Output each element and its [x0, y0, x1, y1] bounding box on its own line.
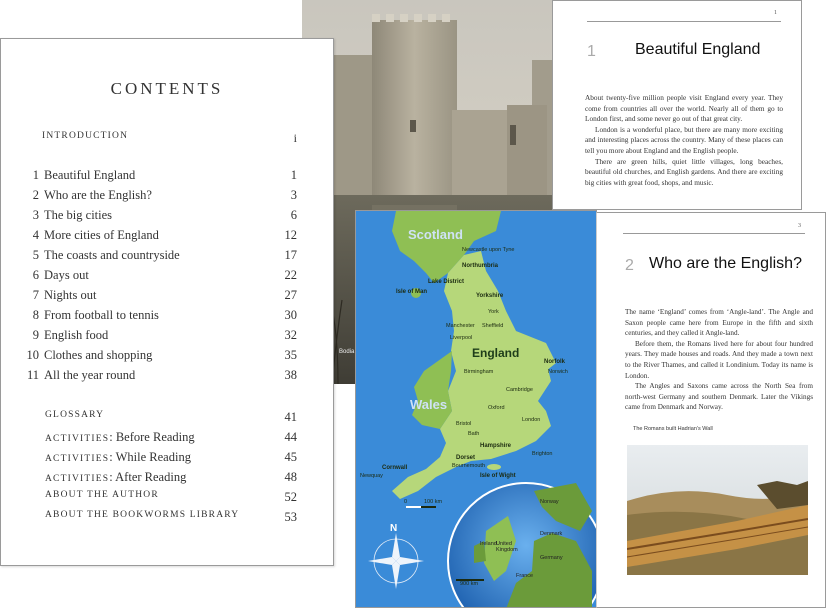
toc-chapter-number: 10 [26, 348, 39, 362]
map-label-norfolk: Norfolk [544, 359, 565, 365]
map-label-united-kingdom: United Kingdom [496, 541, 518, 553]
toc-chapter-number: 1 [32, 168, 39, 182]
toc-chapter-number: 4 [32, 228, 39, 242]
map-label-manchester: Manchester [446, 323, 475, 329]
toc-back-matter-item[interactable] [25, 510, 297, 528]
map-label-scotland: Scotland [408, 227, 463, 242]
map-label-brighton: Brighton [532, 451, 553, 457]
toc-chapter-number: 2 [32, 188, 39, 202]
chapter-title: Beautiful England [635, 41, 761, 58]
map-label-hampshire: Hampshire [480, 443, 512, 449]
toc-back-label [45, 410, 104, 420]
toc-chapter-page: 30 [284, 308, 297, 322]
map-label-lake-district: Lake District [428, 279, 465, 285]
paragraph: London is a wonderful place, but there are many more exciting and interesting places across the country. Many of these places can tell you more about England and the English people. [585, 124, 783, 155]
toc-chapter-page: 32 [284, 328, 297, 342]
toc-back-label-main: ACTIVITIES [45, 434, 110, 444]
toc-back-label [45, 470, 186, 485]
page-number: 1 [774, 10, 777, 16]
toc-back-label-suffix: : After Reading [109, 470, 187, 484]
toc-chapter-item[interactable] [25, 248, 297, 266]
toc-chapter-page: 22 [284, 268, 297, 282]
toc-chapter-item[interactable] [25, 368, 297, 386]
toc-chapter-number: 9 [32, 328, 39, 342]
toc-back-page: 53 [284, 510, 297, 524]
paragraph: The Angles and Saxons came across the North Sea from north-west Germany and southern Denmark. Later the Vikings came from Denmark and Norway. [625, 382, 813, 412]
toc-back-page: 48 [284, 470, 297, 484]
map-label-yorkshire: Yorkshire [476, 293, 504, 299]
photo-caption: Bodia [339, 349, 355, 355]
map-label-cornwall: Cornwall [382, 465, 408, 471]
toc-introduction[interactable] [25, 131, 297, 149]
toc-chapter-page: 27 [284, 288, 297, 302]
toc-chapter-number: 5 [32, 248, 39, 262]
toc-back-label-main: ACTIVITIES [45, 454, 110, 464]
toc-chapter-item[interactable] [25, 168, 297, 186]
toc-back-matter-item[interactable] [25, 470, 297, 488]
toc-chapter-label: Beautiful England [44, 168, 136, 182]
toc-back-label-main: GLOSSARY [45, 410, 105, 420]
map-label-newquay: Newquay [360, 473, 383, 479]
map-label-norwich: Norwich [548, 369, 568, 375]
toc-chapter-item[interactable] [25, 308, 297, 326]
map-label-oxford: Oxford [488, 405, 505, 411]
toc-chapter-page: 1 [290, 168, 297, 182]
toc-chapter-label: All the year round [44, 368, 136, 382]
toc-chapter-label: The big cities [44, 208, 113, 222]
toc-back-label-main: ABOUT THE BOOKWORMS LIBRARY [45, 510, 240, 520]
paragraph: Before them, the Romans lived here for about four hundred years. They made houses and roads. And they made a town next to the River Thames, and called it Londinium. Today its name is London. [625, 339, 813, 380]
toc-chapter-item[interactable] [25, 328, 297, 346]
uk-map [356, 211, 597, 608]
toc-chapter-item[interactable] [25, 228, 297, 246]
map-scale-zero: 0 [404, 499, 408, 505]
map-label-ireland: Ireland [480, 541, 497, 547]
toc-page: i [293, 131, 297, 145]
toc-back-label [45, 490, 159, 500]
contents-title: CONTENTS [110, 79, 224, 98]
scale-bar [406, 506, 436, 508]
toc-back-label-suffix: : Before Reading [109, 430, 195, 444]
toc-back-page: 44 [284, 430, 297, 444]
hadrians-wall-photo [627, 445, 808, 575]
toc-chapter-number: 7 [32, 288, 39, 302]
toc-chapter-number: 3 [32, 208, 39, 222]
page-3 [596, 212, 826, 608]
toc-chapter-label: Nights out [44, 288, 97, 302]
paragraph: There are green hills, quiet little villages, long beaches, beautiful old churches, and English gardens. And there are exciting big cities with great food, shops, and music. [585, 156, 783, 187]
contents-page [0, 38, 334, 566]
page-number: 3 [798, 223, 801, 229]
page-1 [552, 0, 802, 210]
map-globe-scale-label: 900 km [460, 581, 479, 587]
toc-back-label [45, 430, 195, 445]
chapter-number: 2 [625, 257, 634, 274]
header-rule [587, 21, 781, 22]
toc-chapter-label: English food [44, 328, 109, 342]
toc-chapter-item[interactable] [25, 288, 297, 306]
toc-back-matter-item[interactable] [25, 410, 297, 428]
toc-chapter-item[interactable] [25, 208, 297, 226]
toc-chapter-label: More cities of England [44, 228, 159, 242]
toc-chapter-page: 35 [284, 348, 297, 362]
map-label-isle-of-man: Isle of Man [396, 289, 428, 295]
map-north-label: N [390, 523, 398, 534]
map-label-london: London [522, 417, 541, 423]
map-label-bristol: Bristol [456, 421, 472, 427]
map-label-norway: Norway [540, 499, 559, 505]
toc-chapter-item[interactable] [25, 188, 297, 206]
map-scale-label: 100 km [424, 499, 443, 505]
toc-back-label [45, 450, 191, 465]
chapter-number: 1 [587, 43, 596, 60]
toc-chapter-number: 6 [32, 268, 39, 282]
chapter-body [625, 307, 813, 413]
map-label-liverpool: Liverpool [450, 335, 473, 341]
paragraph: The name ‘England’ comes from ‘Angle-land’. The Angle and Saxon people came here from Europe in the fifth and sixth centuries, and they called it Angle-land. [625, 308, 813, 338]
map-label-bournemouth: Bournemouth [452, 463, 486, 469]
toc-chapter-label: Who are the English? [44, 188, 152, 202]
map-label-denmark: Denmark [540, 531, 563, 537]
toc-back-page: 52 [284, 490, 297, 504]
toc-label: INTRODUCTION [42, 131, 129, 141]
toc-chapter-page: 17 [284, 248, 297, 262]
toc-chapter-item[interactable] [25, 348, 297, 366]
chapter-body [585, 93, 783, 188]
toc-chapter-label: The coasts and countryside [44, 248, 180, 262]
map-label-england: England [472, 346, 520, 360]
header-rule [623, 233, 805, 234]
map-label-york: York [488, 309, 499, 315]
toc-back-matter-item[interactable] [25, 490, 297, 508]
map-label-newcastle: Newcastle upon Tyne [462, 247, 515, 253]
toc-chapter-number: 8 [32, 308, 39, 322]
toc-back-matter-item[interactable] [25, 430, 297, 448]
map-label-northumbria: Northumbria [462, 263, 498, 269]
map-page [355, 210, 597, 608]
toc-chapter-label: Clothes and shopping [44, 348, 153, 362]
map-label-cambridge: Cambridge [506, 387, 533, 393]
map-label-isle-of-wight: Isle of Wight [480, 473, 516, 479]
toc-back-label-suffix: : While Reading [109, 450, 191, 464]
map-label-bath: Bath [468, 431, 480, 437]
toc-chapter-page: 38 [284, 368, 297, 382]
map-label-france: France [516, 573, 534, 579]
toc-back-label [45, 510, 239, 520]
toc-chapter-page: 12 [284, 228, 297, 242]
toc-back-label-main: ABOUT THE AUTHOR [45, 490, 159, 500]
toc-back-page: 41 [284, 410, 297, 424]
chapter-title: Who are the English? [649, 255, 802, 272]
toc-chapter-number: 11 [26, 368, 39, 382]
toc-chapter-page: 6 [290, 208, 297, 222]
toc-chapter-label: Days out [44, 268, 89, 282]
toc-chapter-label: From football to tennis [44, 308, 159, 322]
figure-caption: The Romans built Hadrian’s Wall [633, 426, 713, 432]
map-label-wales: Wales [410, 397, 448, 412]
paragraph: About twenty-five million people visit England every year. They come from countries all over the world. Nearly all of them go to London first, and some never go out of that great city. [585, 93, 783, 124]
map-label-sheffield: Sheffield [482, 323, 504, 329]
toc-back-label-main: ACTIVITIES [45, 474, 110, 484]
map-label-dorset: Dorset [456, 455, 476, 461]
toc-chapter-page: 3 [290, 188, 297, 202]
map-label-birmingham: Birmingham [464, 369, 494, 375]
toc-back-page: 45 [284, 450, 297, 464]
map-label-germany: Germany [540, 555, 563, 561]
toc-chapter-item[interactable] [25, 268, 297, 286]
toc-back-matter-item[interactable] [25, 450, 297, 468]
